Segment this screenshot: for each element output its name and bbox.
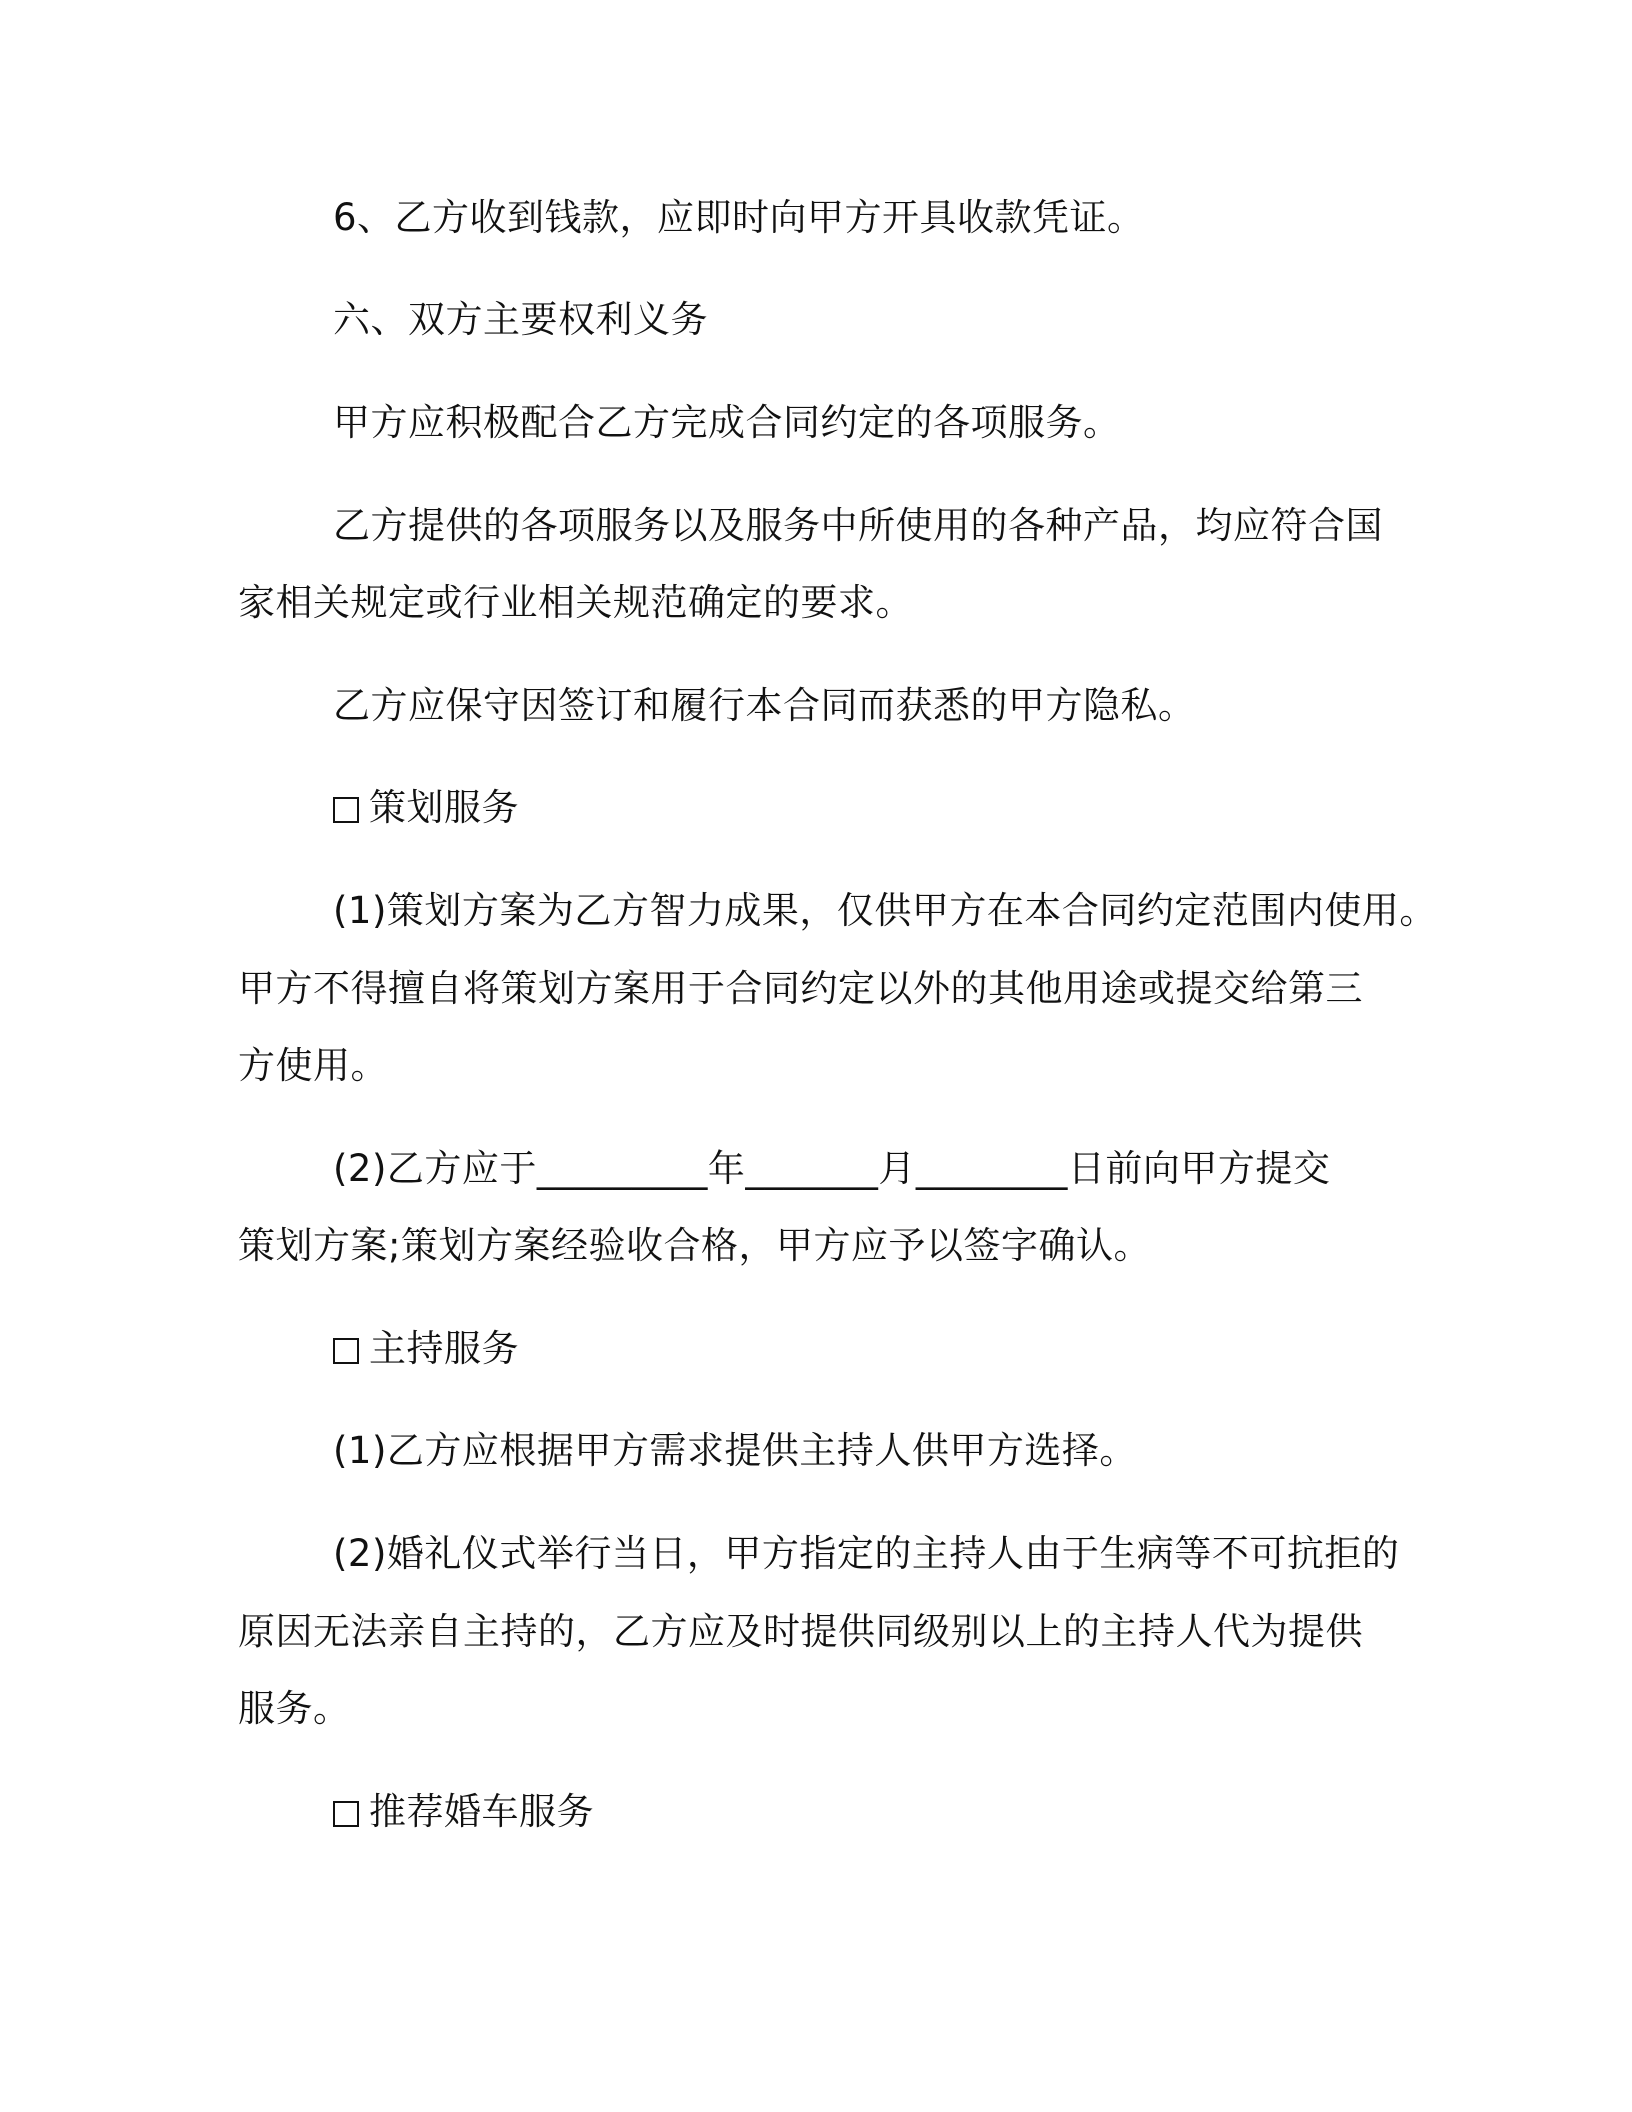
paragraph-hosting-2-line1: (2)婚礼仪式举行当日，甲方指定的主持人由于生病等不可抗拒的: [333, 1532, 1400, 1575]
checkbox-icon: [333, 1801, 359, 1827]
paragraph-hosting-2-line3: 服务。: [238, 1687, 351, 1730]
checkbox-icon: [333, 1338, 359, 1364]
checkbox-icon: [333, 797, 359, 823]
paragraph-party-a-cooperation: 甲方应积极配合乙方完成合同约定的各项服务。: [333, 401, 1121, 444]
paragraph-planning-2-line2: 策划方案;策划方案经验收合格，甲方应予以签字确认。: [238, 1224, 1151, 1267]
paragraph-hosting-2-line2: 原因无法亲自主持的，乙方应及时提供同级别以上的主持人代为提供: [238, 1610, 1363, 1653]
paragraph-hosting-1: (1)乙方应根据甲方需求提供主持人供甲方选择。: [333, 1429, 1137, 1472]
paragraph-party-b-services-line1: 乙方提供的各项服务以及服务中所使用的各种产品，均应符合国: [333, 504, 1383, 547]
paragraph-planning-1-line2: 甲方不得擅自将策划方案用于合同约定以外的其他用途或提交给第三: [238, 967, 1363, 1010]
section-heading-rights-obligations: 六、双方主要权利义务: [333, 298, 708, 341]
paragraph-planning-1-line3: 方使用。: [238, 1044, 388, 1087]
paragraph-party-b-services-line2: 家相关规定或行业相关规范确定的要求。: [238, 581, 913, 624]
paragraph-privacy: 乙方应保守因签订和履行本合同而获悉的甲方隐私。: [333, 684, 1196, 727]
paragraph-planning-1-line1: (1)策划方案为乙方智力成果，仅供甲方在本合同约定范围内使用。: [333, 889, 1437, 932]
checkbox-item-hosting: [333, 1323, 519, 1375]
checkbox-label-planning: 策划服务: [369, 786, 519, 829]
checkbox-item-wedding-car: [333, 1786, 594, 1838]
checkbox-item-planning: [333, 782, 519, 834]
paragraph-planning-2-line1: (2)乙方应于_________年_______月________日前向甲方提交: [333, 1147, 1331, 1190]
checkbox-label-wedding-car: 推荐婚车服务: [369, 1790, 594, 1833]
checkbox-label-hosting: 主持服务: [369, 1327, 519, 1370]
paragraph-receipt: 6、乙方收到钱款，应即时向甲方开具收款凭证。: [333, 196, 1145, 239]
